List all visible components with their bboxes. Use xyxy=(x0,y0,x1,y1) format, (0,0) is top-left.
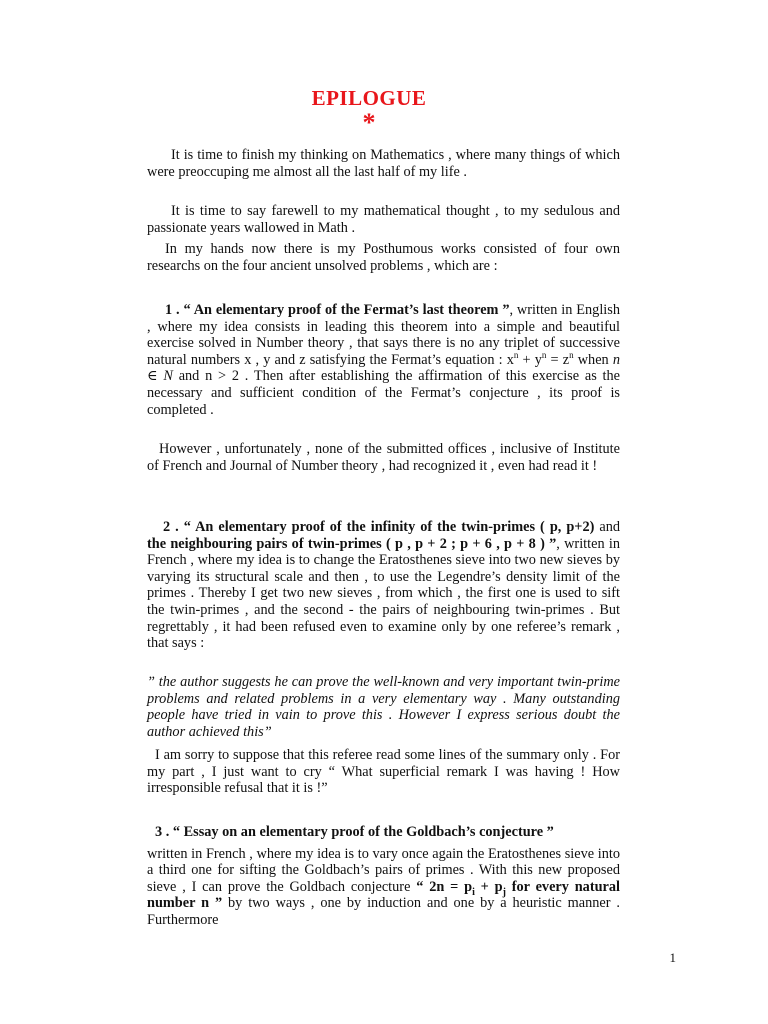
problem-2-text: , written in French , where my idea is to change the Eratosthenes sieve into two new sieves by varying its structural scale and then , to use the Legendre’s density limit of the primes . Thereby I get two new sieves , from which , the first one is used to sift the twin-primes , and the second - the pairs of neighbouring twin-primes . But regrettably , it had been refused even to examine only by one referee’s remark , that says : xyxy=(147,535,620,652)
problem-2-followup: I am sorry to suppose that this referee read some lines of the summary only . For my part , I just want to cry “ What superficial remark I was having ! How irresponsible refusal that it is !” xyxy=(147,747,620,797)
page-title: EPILOGUE xyxy=(311,86,427,110)
goldbach-equation: “ $2n = p_i + p_j$ for every natural number n ” xyxy=(147,878,621,912)
problem-1: 1 . “ An elementary proof of the Fermat’s last theorem ”, written in English , where my idea consists in leading this theorem into a simple and beautiful exercise solved in Number theory , that says there is no any triplet of successive natural numbers x , y and z satisfying the Fermat’s equation : $x^n + y^n = z^n$ when n ∈ N and n > 2 . Then after establishing the affirmation of this exercise as the necessary and sufficient condition of the Fermat’s conjecture , its proof is completed . xyxy=(147,302,620,418)
page-number: 1 xyxy=(669,950,676,965)
problem-2-heading: 2 . “ An elementary proof of the infinity of the twin-primes ( p, p+2) xyxy=(163,519,595,535)
problem-3-text: written in French , where my idea is to vary once again the Eratosthenes sieve into a third one for sifting the Goldbach’s pairs of primes . With this new proposed sieve , I can prove the Goldbach conjecture xyxy=(147,845,620,895)
problem-3 xyxy=(147,824,620,929)
problem-1-followup: However , unfortunately , none of the submitted offices , inclusive of Institute of French and Journal of Number theory , had recognized it , even had read it ! xyxy=(147,441,620,474)
referee-quote: ” the author suggests he can prove the well-known and very important twin-prime problems and related problems in a very elementary way . Many outstanding people have tried in vain to prove this . However I express serious doubt the author achieved this” xyxy=(147,674,620,740)
title-asterisk: * xyxy=(362,108,376,137)
equation-condition: n ∈ N xyxy=(147,351,620,385)
problem-1-text: , written in English , where my idea consists in leading this theorem into a simple and beautiful exercise solved in Number theory , that says there is no any triplet of successive natural numbers x , y and z satisfying the Fermat’s equation : xyxy=(147,302,620,368)
intro-paragraph-1: It is time to finish my thinking on Mathematics , where many things of which were preoccuping me almost all the last half of my life . xyxy=(147,147,620,180)
problem-2-heading-cont: the neighbouring pairs of twin-primes ( p , p + 2 ; p + 6 , p + 8 ) ” xyxy=(147,535,557,552)
problem-1-heading: 1 . “ An elementary proof of the Fermat’s last theorem ” xyxy=(165,302,510,318)
problem-3-heading: 3 . “ Essay on an elementary proof of the Goldbach’s conjecture ” xyxy=(155,824,554,840)
problem-3-text-cont: by two ways , one by induction and one by a heuristic manner . Furthermore xyxy=(147,895,620,928)
intro-paragraph-2: It is time to say farewell to my mathematical thought , to my sedulous and passionate years wallowed in Math . xyxy=(147,203,620,236)
intro-paragraph-3: In my hands now there is my Posthumous works consisted of four own researchs on the four ancient unsolved problems , which are : xyxy=(147,241,620,274)
fermat-equation: $x^n + y^n = z^n$ xyxy=(506,350,574,368)
problem-2: 2 . “ An elementary proof of the infinity of the twin-primes ( p, p+2) and the neighbouring pairs of twin-primes ( p , p + 2 ; p + 6 , p + 8 ) ”, written in French , where my idea is to change the Eratosthenes sieve into two new sieves by varying its structural scale and then , to use the Legendre’s density limit of the primes . Thereby I get two new sieves , from which , the first one is used to sift the twin-primes , and the second - the pairs of neighbouring twin-primes . But regrettably , it had been refused even to examine only by one referee’s remark , that says : xyxy=(147,519,621,652)
problem-1-text-cont: and n > 2 . Then after establishing the affirmation of this exercise as the necessary and sufficient condition of the Fermat’s conjecture , its proof is completed . xyxy=(147,368,620,418)
